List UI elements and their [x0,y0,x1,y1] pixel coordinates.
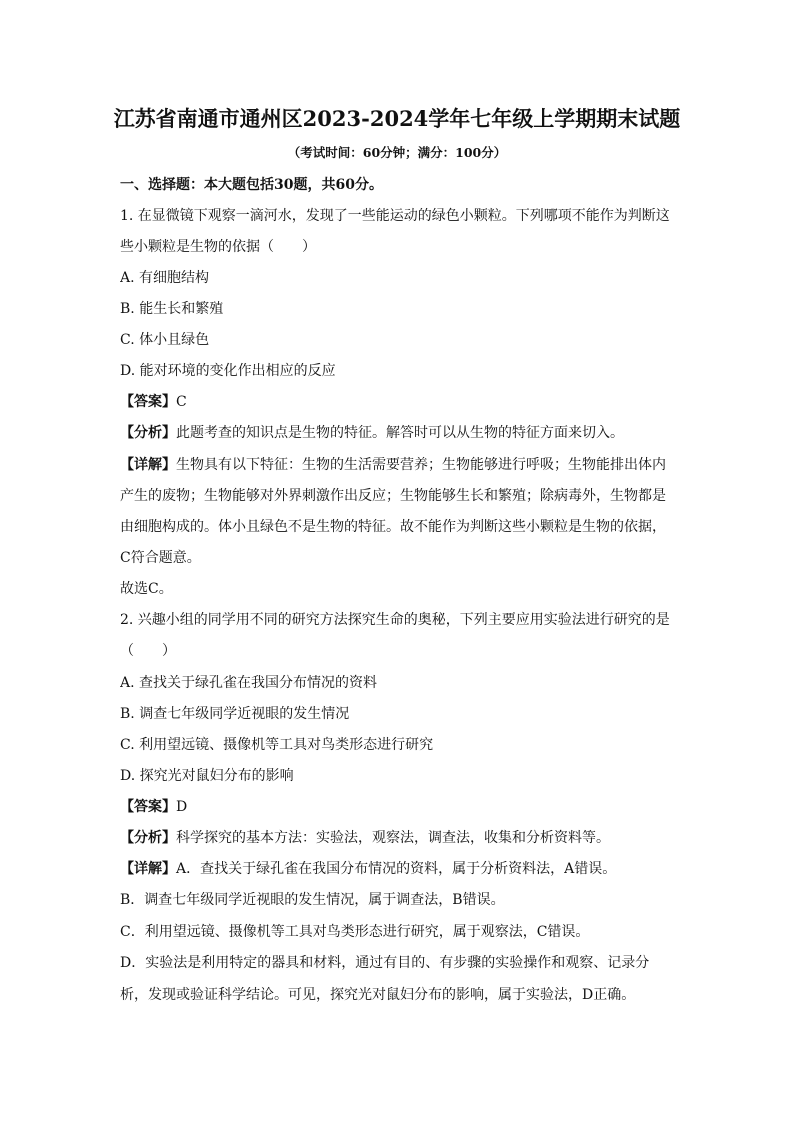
analysis-tag: 【分析】 [120,830,176,846]
q1-option-a: A. 有细胞结构 [120,270,210,286]
q2-detail-line1 [120,859,680,879]
analysis-text: 科学探究的基本方法：实验法，观察法，调查法，收集和分析资料等。 [176,830,610,846]
q1-option-b: B. 能生长和繁殖 [120,301,224,317]
q2-detail-line3: C．利用望远镜、摄像机等工具对鸟类形态进行研究，属于观察法，C错误。 [120,924,590,940]
answer-tag: 【答案】 [120,394,176,410]
q2-option-d: D. 探究光对鼠妇分布的影响 [120,768,294,784]
q2-stem-line2: （ ） [120,643,176,659]
q1-detail-line4: C符合题意。 [120,550,201,566]
q1-option-d: D. 能对环境的变化作出相应的反应 [120,363,336,379]
detail-text: 生物具有以下特征：生物的生活需要营养；生物能够进行呼吸；生物能排出体内 [176,457,666,473]
q2-option-c: C. 利用望远镜、摄像机等工具对鸟类形态进行研究 [120,737,434,753]
q1-conclusion: 故选C。 [120,581,173,597]
exam-info: （考试时间：60分钟；满分：100分） [287,145,507,160]
q1-detail-line1 [120,455,680,475]
q1-stem-line2: 些小颗粒是生物的依据（ ） [120,239,316,255]
detail-tag: 【详解】 [120,457,176,473]
detail-tag: 【详解】 [120,861,176,877]
q1-detail-line2: 产生的废物；生物能够对外界刺激作出反应；生物能够生长和繁殖；除病毒外，生物都是 [120,488,666,504]
analysis-tag: 【分析】 [120,425,176,441]
answer-tag: 【答案】 [120,799,176,815]
detail-text: A．查找关于绿孔雀在我国分布情况的资料，属于分析资料法，A错误。 [176,861,617,877]
q1-stem-line1: 1. 在显微镜下观察一滴河水，发现了一些能运动的绿色小颗粒。下列哪项不能作为判断这 [120,208,670,224]
q2-option-a: A. 查找关于绿孔雀在我国分布情况的资料 [120,675,378,691]
answer-value: C [176,394,187,410]
q2-option-b: B. 调查七年级同学近视眼的发生情况 [120,706,350,722]
q1-detail-line3: 由细胞构成的。体小且绿色不是生物的特征。故不能作为判断这些小颗粒是生物的依据， [120,519,666,535]
analysis-text: 此题考查的知识点是生物的特征。解答时可以从生物的特征方面来切入。 [176,425,624,441]
answer-value: D [176,799,188,815]
q2-detail-line4: D．实验法是利用特定的器具和材料，通过有目的、有步骤的实验操作和观察、记录分 [120,955,650,971]
q2-detail-line2: B．调查七年级同学近视眼的发生情况，属于调查法，B错误。 [120,892,505,908]
q2-analysis [120,828,680,848]
q1-answer [120,392,680,412]
section-heading: 一、选择题：本大题包括30题，共60分。 [120,177,383,193]
q2-stem-line1: 2. 兴趣小组的同学用不同的研究方法探究生命的奥秘，下列主要应用实验法进行研究的是 [120,612,670,628]
page-title: 江苏省南通市通州区2023-2024学年七年级上学期期末试题 [113,106,681,131]
q2-answer [120,797,680,817]
q2-detail-line5: 析，发现或验证科学结论。可见，探究光对鼠妇分布的影响，属于实验法，D正确。 [120,987,636,1003]
q1-analysis [120,423,680,443]
q1-option-c: C. 体小且绿色 [120,332,210,348]
